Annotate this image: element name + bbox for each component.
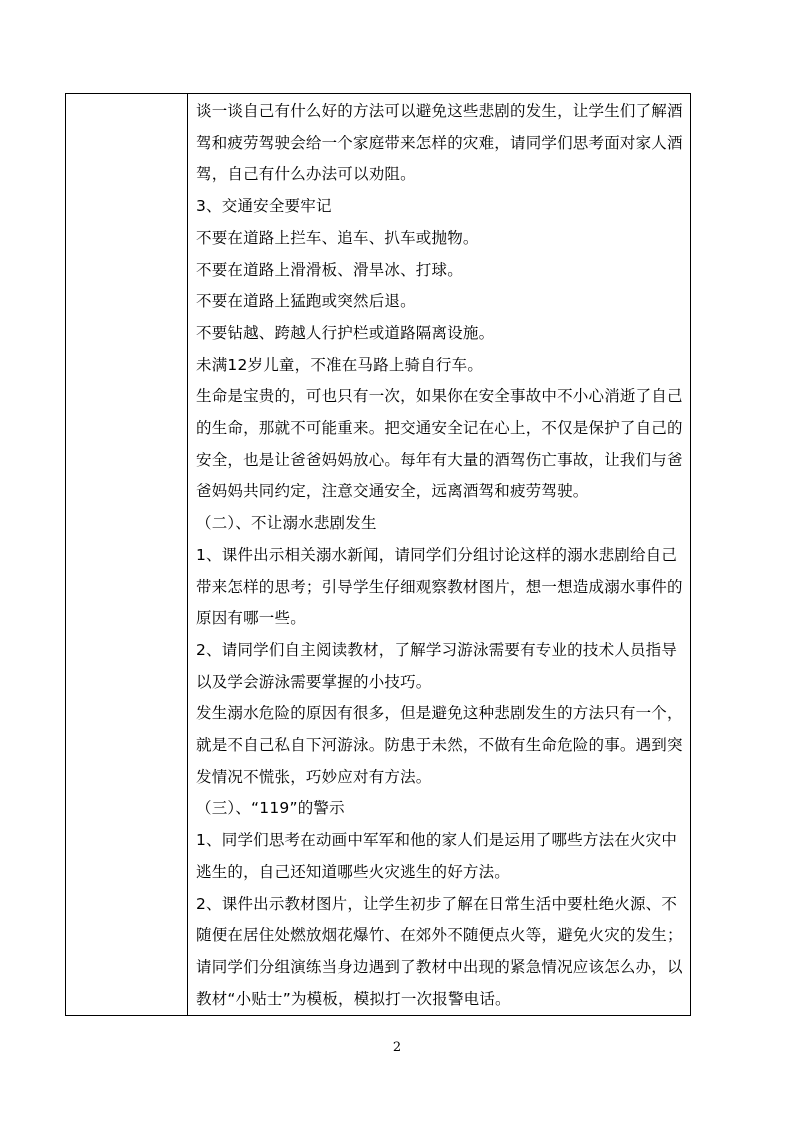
paragraph-15: 2、课件出示教材图片，让学生初步了解在日常生活中要杜绝火源、不随便在居住处燃放烟花爆竹、在郊外不随便点火等，避免火灾的发生；请同学们分组演练当身边遇到了教材中出现的紧急情况应该怎么办，以教材“小贴士”为模板，模拟打一次报警电话。 xyxy=(196,894,683,1008)
paragraph-11: 2、请同学们自主阅读教材，了解学习游泳需要有专业的技术人员指导以及学会游泳需要掌握的小技巧。 xyxy=(196,640,678,691)
section-heading-3: （三）、“119”的警示 xyxy=(196,799,345,818)
table-row xyxy=(66,94,691,1016)
paragraph-14: 1、同学们思考在动画中军军和他的家人们是运用了哪些方法在火灾中逃生的，自己还知道哪些火灾逃生的好方法。 xyxy=(196,831,678,881)
lesson-table xyxy=(65,93,691,1016)
left-cell xyxy=(66,94,188,1016)
paragraph-1: 谈一谈自己有什么好的方法可以避免这些悲剧的发生，让学生们了解酒驾和疲劳驾驶会给一个家庭带来怎样的灾难，请同学们思考面对家人酒驾，自己有什么办法可以劝阻。 xyxy=(196,102,683,184)
paragraph-5: 不要在道路上猛跑或突然后退。 xyxy=(196,292,416,311)
paragraph-3: 不要在道路上拦车、追车、扒车或抛物。 xyxy=(196,228,479,247)
paragraph-7: 未满12岁儿童，不准在马路上骑自行车。 xyxy=(196,355,484,374)
paragraph-10: 1、课件出示相关溺水新闻，请同学们分组讨论这样的溺水悲剧给自己带来怎样的思考；引导学生仔细观察教材图片，想一想造成溺水事件的原因有哪一些。 xyxy=(196,545,683,628)
section-heading-2: （二）、不让溺水悲剧发生 xyxy=(196,514,377,533)
paragraph-6: 不要钻越、跨越人行护栏或道路隔离设施。 xyxy=(196,323,495,342)
paragraph-2: 3、交通安全要牢记 xyxy=(196,197,332,216)
page-number: 2 xyxy=(392,1040,402,1055)
paragraph-12: 发生溺水危险的原因有很多，但是避免这种悲剧发生的方法只有一个，就是不自己私自下河游泳。防患于未然，不做有生命危险的事。遇到突发情况不慌张，巧妙应对有方法。 xyxy=(196,704,683,786)
paragraph-4: 不要在道路上滑滑板、滑旱冰、打球。 xyxy=(196,260,463,279)
paragraph-8: 生命是宝贵的，可也只有一次，如果你在安全事故中不小心消逝了自己的生命，那就不可能重来。把交通安全记在心上，不仅是保护了自己的安全，也是让爸爸妈妈放心。每年有大量的酒驾伤亡事故，让我们与爸爸妈妈共同约定，注意交通安全，远离酒驾和疲劳驾驶。 xyxy=(196,387,683,501)
content-cell xyxy=(188,94,691,1016)
